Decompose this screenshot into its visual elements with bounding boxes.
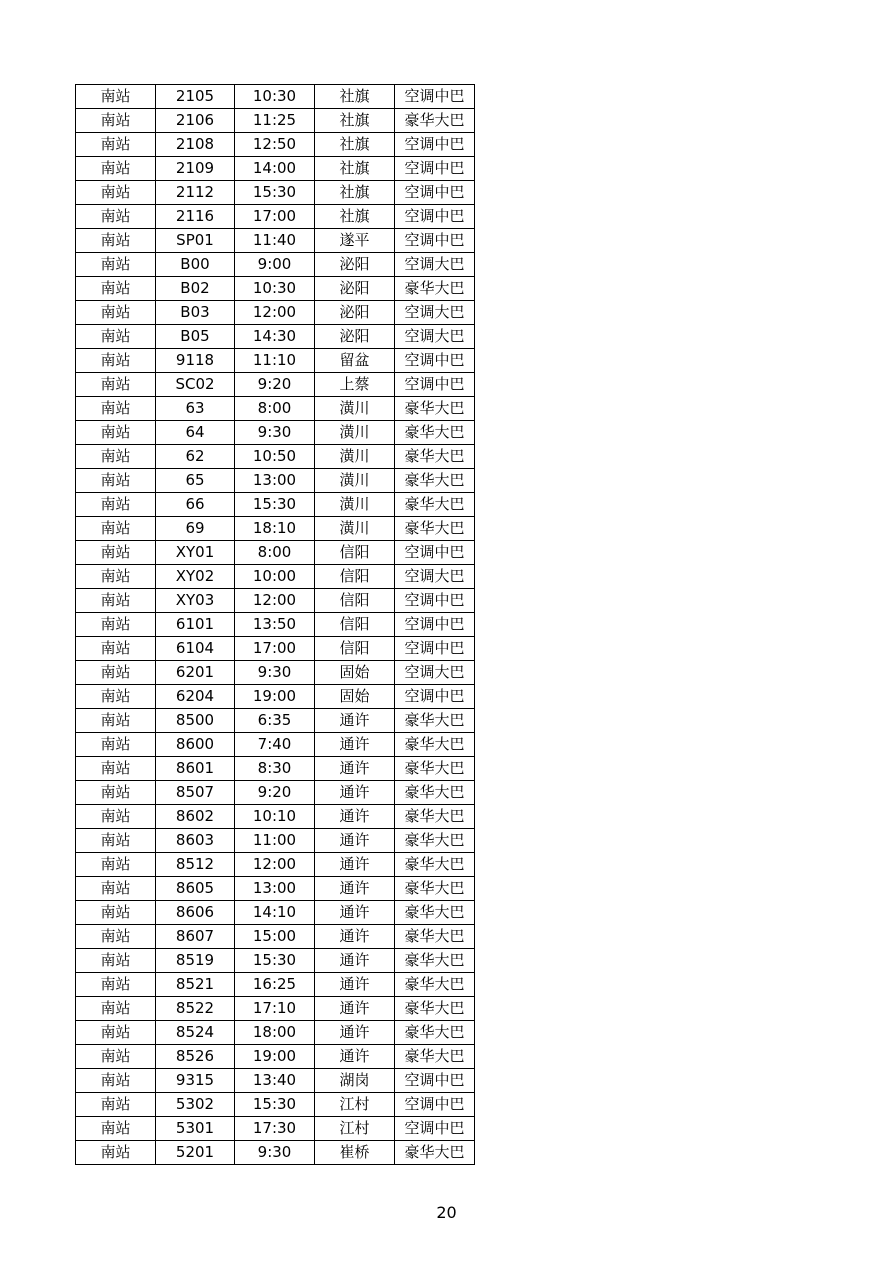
route-number-cell: 8601 bbox=[156, 757, 235, 781]
route-number-cell: 8507 bbox=[156, 781, 235, 805]
destination-cell: 湖岗 bbox=[315, 1069, 395, 1093]
table-row bbox=[76, 853, 475, 877]
route-number-cell: XY03 bbox=[156, 589, 235, 613]
departure-time-cell: 12:00 bbox=[235, 853, 315, 877]
table-row bbox=[76, 253, 475, 277]
departure-time-cell: 9:20 bbox=[235, 373, 315, 397]
bus-type-cell: 空调大巴 bbox=[395, 301, 475, 325]
bus-type-cell: 空调中巴 bbox=[395, 181, 475, 205]
destination-cell: 潢川 bbox=[315, 445, 395, 469]
departure-time-cell: 9:20 bbox=[235, 781, 315, 805]
station-cell: 南站 bbox=[76, 1045, 156, 1069]
destination-cell: 泌阳 bbox=[315, 301, 395, 325]
station-cell: 南站 bbox=[76, 613, 156, 637]
bus-type-cell: 豪华大巴 bbox=[395, 877, 475, 901]
table-row bbox=[76, 277, 475, 301]
departure-time-cell: 11:00 bbox=[235, 829, 315, 853]
bus-type-cell: 豪华大巴 bbox=[395, 757, 475, 781]
route-number-cell: 9315 bbox=[156, 1069, 235, 1093]
station-cell: 南站 bbox=[76, 205, 156, 229]
bus-type-cell: 豪华大巴 bbox=[395, 517, 475, 541]
destination-cell: 遂平 bbox=[315, 229, 395, 253]
bus-type-cell: 豪华大巴 bbox=[395, 805, 475, 829]
table-row bbox=[76, 565, 475, 589]
station-cell: 南站 bbox=[76, 565, 156, 589]
bus-type-cell: 空调中巴 bbox=[395, 373, 475, 397]
departure-time-cell: 17:00 bbox=[235, 637, 315, 661]
station-cell: 南站 bbox=[76, 685, 156, 709]
route-number-cell: 5302 bbox=[156, 1093, 235, 1117]
route-number-cell: 8526 bbox=[156, 1045, 235, 1069]
schedule-body bbox=[76, 85, 475, 1165]
route-number-cell: 8600 bbox=[156, 733, 235, 757]
bus-type-cell: 豪华大巴 bbox=[395, 397, 475, 421]
page-number: 20 bbox=[436, 1203, 457, 1222]
departure-time-cell: 10:00 bbox=[235, 565, 315, 589]
route-number-cell: SP01 bbox=[156, 229, 235, 253]
destination-cell: 潢川 bbox=[315, 517, 395, 541]
destination-cell: 通许 bbox=[315, 853, 395, 877]
departure-time-cell: 15:30 bbox=[235, 181, 315, 205]
route-number-cell: 2109 bbox=[156, 157, 235, 181]
departure-time-cell: 10:10 bbox=[235, 805, 315, 829]
departure-time-cell: 8:00 bbox=[235, 541, 315, 565]
bus-type-cell: 空调中巴 bbox=[395, 229, 475, 253]
station-cell: 南站 bbox=[76, 661, 156, 685]
route-number-cell: 69 bbox=[156, 517, 235, 541]
bus-type-cell: 空调中巴 bbox=[395, 541, 475, 565]
bus-type-cell: 豪华大巴 bbox=[395, 1045, 475, 1069]
table-row bbox=[76, 1021, 475, 1045]
route-number-cell: 6201 bbox=[156, 661, 235, 685]
table-row bbox=[76, 325, 475, 349]
bus-type-cell: 豪华大巴 bbox=[395, 445, 475, 469]
table-row bbox=[76, 733, 475, 757]
departure-time-cell: 16:25 bbox=[235, 973, 315, 997]
bus-type-cell: 空调中巴 bbox=[395, 1117, 475, 1141]
table-row bbox=[76, 685, 475, 709]
route-number-cell: 66 bbox=[156, 493, 235, 517]
bus-type-cell: 豪华大巴 bbox=[395, 733, 475, 757]
route-number-cell: 2116 bbox=[156, 205, 235, 229]
station-cell: 南站 bbox=[76, 421, 156, 445]
table-row bbox=[76, 949, 475, 973]
table-row bbox=[76, 997, 475, 1021]
route-number-cell: XY02 bbox=[156, 565, 235, 589]
departure-time-cell: 15:30 bbox=[235, 1093, 315, 1117]
table-row bbox=[76, 1069, 475, 1093]
table-row bbox=[76, 85, 475, 109]
route-number-cell: 8605 bbox=[156, 877, 235, 901]
destination-cell: 泌阳 bbox=[315, 253, 395, 277]
bus-type-cell: 空调中巴 bbox=[395, 205, 475, 229]
route-number-cell: 8602 bbox=[156, 805, 235, 829]
destination-cell: 潢川 bbox=[315, 421, 395, 445]
departure-time-cell: 9:30 bbox=[235, 421, 315, 445]
departure-time-cell: 13:40 bbox=[235, 1069, 315, 1093]
route-number-cell: B05 bbox=[156, 325, 235, 349]
destination-cell: 通许 bbox=[315, 901, 395, 925]
table-row bbox=[76, 373, 475, 397]
bus-type-cell: 豪华大巴 bbox=[395, 853, 475, 877]
station-cell: 南站 bbox=[76, 85, 156, 109]
bus-type-cell: 豪华大巴 bbox=[395, 997, 475, 1021]
destination-cell: 社旗 bbox=[315, 157, 395, 181]
station-cell: 南站 bbox=[76, 181, 156, 205]
departure-time-cell: 9:30 bbox=[235, 1141, 315, 1165]
route-number-cell: 6101 bbox=[156, 613, 235, 637]
departure-time-cell: 14:00 bbox=[235, 157, 315, 181]
departure-time-cell: 13:00 bbox=[235, 877, 315, 901]
bus-type-cell: 空调中巴 bbox=[395, 157, 475, 181]
table-row bbox=[76, 877, 475, 901]
destination-cell: 通许 bbox=[315, 1021, 395, 1045]
destination-cell: 通许 bbox=[315, 829, 395, 853]
departure-time-cell: 12:00 bbox=[235, 589, 315, 613]
station-cell: 南站 bbox=[76, 541, 156, 565]
destination-cell: 通许 bbox=[315, 805, 395, 829]
departure-time-cell: 13:50 bbox=[235, 613, 315, 637]
route-number-cell: 8603 bbox=[156, 829, 235, 853]
departure-time-cell: 11:40 bbox=[235, 229, 315, 253]
route-number-cell: 62 bbox=[156, 445, 235, 469]
station-cell: 南站 bbox=[76, 469, 156, 493]
station-cell: 南站 bbox=[76, 589, 156, 613]
bus-type-cell: 豪华大巴 bbox=[395, 949, 475, 973]
station-cell: 南站 bbox=[76, 133, 156, 157]
destination-cell: 信阳 bbox=[315, 613, 395, 637]
bus-type-cell: 豪华大巴 bbox=[395, 829, 475, 853]
table-row bbox=[76, 757, 475, 781]
bus-type-cell: 豪华大巴 bbox=[395, 973, 475, 997]
table-row bbox=[76, 517, 475, 541]
bus-type-cell: 豪华大巴 bbox=[395, 781, 475, 805]
station-cell: 南站 bbox=[76, 637, 156, 661]
table-row bbox=[76, 205, 475, 229]
bus-type-cell: 豪华大巴 bbox=[395, 469, 475, 493]
departure-time-cell: 15:00 bbox=[235, 925, 315, 949]
station-cell: 南站 bbox=[76, 349, 156, 373]
destination-cell: 社旗 bbox=[315, 205, 395, 229]
station-cell: 南站 bbox=[76, 517, 156, 541]
bus-type-cell: 空调大巴 bbox=[395, 661, 475, 685]
bus-type-cell: 空调中巴 bbox=[395, 1069, 475, 1093]
table-row bbox=[76, 493, 475, 517]
route-number-cell: 8522 bbox=[156, 997, 235, 1021]
station-cell: 南站 bbox=[76, 709, 156, 733]
station-cell: 南站 bbox=[76, 1093, 156, 1117]
destination-cell: 通许 bbox=[315, 877, 395, 901]
table-row bbox=[76, 157, 475, 181]
station-cell: 南站 bbox=[76, 925, 156, 949]
departure-time-cell: 10:30 bbox=[235, 277, 315, 301]
destination-cell: 留盆 bbox=[315, 349, 395, 373]
station-cell: 南站 bbox=[76, 1069, 156, 1093]
route-number-cell: B02 bbox=[156, 277, 235, 301]
route-number-cell: B00 bbox=[156, 253, 235, 277]
station-cell: 南站 bbox=[76, 373, 156, 397]
table-row bbox=[76, 1117, 475, 1141]
departure-time-cell: 10:30 bbox=[235, 85, 315, 109]
station-cell: 南站 bbox=[76, 973, 156, 997]
table-row bbox=[76, 805, 475, 829]
departure-time-cell: 13:00 bbox=[235, 469, 315, 493]
station-cell: 南站 bbox=[76, 757, 156, 781]
bus-type-cell: 豪华大巴 bbox=[395, 925, 475, 949]
station-cell: 南站 bbox=[76, 1141, 156, 1165]
route-number-cell: 6204 bbox=[156, 685, 235, 709]
destination-cell: 固始 bbox=[315, 685, 395, 709]
station-cell: 南站 bbox=[76, 253, 156, 277]
departure-time-cell: 15:30 bbox=[235, 493, 315, 517]
bus-type-cell: 空调大巴 bbox=[395, 565, 475, 589]
destination-cell: 社旗 bbox=[315, 133, 395, 157]
route-number-cell: 65 bbox=[156, 469, 235, 493]
table-row bbox=[76, 1093, 475, 1117]
route-number-cell: 5201 bbox=[156, 1141, 235, 1165]
destination-cell: 上蔡 bbox=[315, 373, 395, 397]
station-cell: 南站 bbox=[76, 1021, 156, 1045]
table-row bbox=[76, 661, 475, 685]
table-row bbox=[76, 397, 475, 421]
station-cell: 南站 bbox=[76, 853, 156, 877]
destination-cell: 信阳 bbox=[315, 589, 395, 613]
route-number-cell: 8524 bbox=[156, 1021, 235, 1045]
route-number-cell: 5301 bbox=[156, 1117, 235, 1141]
table-row bbox=[76, 349, 475, 373]
table-row bbox=[76, 133, 475, 157]
bus-type-cell: 空调中巴 bbox=[395, 589, 475, 613]
table-row bbox=[76, 1141, 475, 1165]
destination-cell: 江村 bbox=[315, 1117, 395, 1141]
route-number-cell: 9118 bbox=[156, 349, 235, 373]
bus-type-cell: 空调中巴 bbox=[395, 349, 475, 373]
route-number-cell: SC02 bbox=[156, 373, 235, 397]
departure-time-cell: 19:00 bbox=[235, 685, 315, 709]
schedule-table bbox=[75, 84, 475, 1165]
departure-time-cell: 9:30 bbox=[235, 661, 315, 685]
destination-cell: 崔桥 bbox=[315, 1141, 395, 1165]
table-row bbox=[76, 229, 475, 253]
destination-cell: 泌阳 bbox=[315, 277, 395, 301]
bus-type-cell: 豪华大巴 bbox=[395, 493, 475, 517]
station-cell: 南站 bbox=[76, 997, 156, 1021]
bus-type-cell: 空调大巴 bbox=[395, 325, 475, 349]
route-number-cell: 63 bbox=[156, 397, 235, 421]
station-cell: 南站 bbox=[76, 1117, 156, 1141]
table-row bbox=[76, 445, 475, 469]
bus-type-cell: 豪华大巴 bbox=[395, 421, 475, 445]
station-cell: 南站 bbox=[76, 325, 156, 349]
route-number-cell: 2112 bbox=[156, 181, 235, 205]
departure-time-cell: 11:10 bbox=[235, 349, 315, 373]
destination-cell: 通许 bbox=[315, 709, 395, 733]
route-number-cell: 8606 bbox=[156, 901, 235, 925]
table-row bbox=[76, 829, 475, 853]
route-number-cell: 2108 bbox=[156, 133, 235, 157]
destination-cell: 潢川 bbox=[315, 469, 395, 493]
departure-time-cell: 19:00 bbox=[235, 1045, 315, 1069]
bus-type-cell: 空调中巴 bbox=[395, 133, 475, 157]
table-row bbox=[76, 973, 475, 997]
route-number-cell: 8519 bbox=[156, 949, 235, 973]
route-number-cell: 8512 bbox=[156, 853, 235, 877]
destination-cell: 固始 bbox=[315, 661, 395, 685]
station-cell: 南站 bbox=[76, 445, 156, 469]
station-cell: 南站 bbox=[76, 733, 156, 757]
station-cell: 南站 bbox=[76, 301, 156, 325]
table-row bbox=[76, 637, 475, 661]
station-cell: 南站 bbox=[76, 829, 156, 853]
destination-cell: 江村 bbox=[315, 1093, 395, 1117]
table-row bbox=[76, 301, 475, 325]
destination-cell: 泌阳 bbox=[315, 325, 395, 349]
departure-time-cell: 12:50 bbox=[235, 133, 315, 157]
station-cell: 南站 bbox=[76, 109, 156, 133]
destination-cell: 社旗 bbox=[315, 181, 395, 205]
station-cell: 南站 bbox=[76, 229, 156, 253]
table-row bbox=[76, 541, 475, 565]
bus-type-cell: 空调中巴 bbox=[395, 1093, 475, 1117]
destination-cell: 潢川 bbox=[315, 493, 395, 517]
departure-time-cell: 17:30 bbox=[235, 1117, 315, 1141]
table-row bbox=[76, 469, 475, 493]
table-row bbox=[76, 181, 475, 205]
departure-time-cell: 6:35 bbox=[235, 709, 315, 733]
departure-time-cell: 15:30 bbox=[235, 949, 315, 973]
bus-type-cell: 豪华大巴 bbox=[395, 1141, 475, 1165]
table-row bbox=[76, 1045, 475, 1069]
bus-type-cell: 豪华大巴 bbox=[395, 901, 475, 925]
destination-cell: 社旗 bbox=[315, 109, 395, 133]
destination-cell: 通许 bbox=[315, 949, 395, 973]
station-cell: 南站 bbox=[76, 157, 156, 181]
station-cell: 南站 bbox=[76, 805, 156, 829]
bus-type-cell: 空调中巴 bbox=[395, 613, 475, 637]
route-number-cell: XY01 bbox=[156, 541, 235, 565]
departure-time-cell: 17:10 bbox=[235, 997, 315, 1021]
destination-cell: 通许 bbox=[315, 757, 395, 781]
table-row bbox=[76, 901, 475, 925]
bus-type-cell: 豪华大巴 bbox=[395, 109, 475, 133]
departure-time-cell: 18:10 bbox=[235, 517, 315, 541]
station-cell: 南站 bbox=[76, 781, 156, 805]
departure-time-cell: 10:50 bbox=[235, 445, 315, 469]
departure-time-cell: 17:00 bbox=[235, 205, 315, 229]
station-cell: 南站 bbox=[76, 901, 156, 925]
destination-cell: 信阳 bbox=[315, 541, 395, 565]
table-row bbox=[76, 781, 475, 805]
departure-time-cell: 14:10 bbox=[235, 901, 315, 925]
route-number-cell: 8500 bbox=[156, 709, 235, 733]
destination-cell: 潢川 bbox=[315, 397, 395, 421]
destination-cell: 通许 bbox=[315, 925, 395, 949]
table-row bbox=[76, 421, 475, 445]
station-cell: 南站 bbox=[76, 949, 156, 973]
route-number-cell: 2105 bbox=[156, 85, 235, 109]
route-number-cell: B03 bbox=[156, 301, 235, 325]
bus-type-cell: 豪华大巴 bbox=[395, 709, 475, 733]
departure-time-cell: 9:00 bbox=[235, 253, 315, 277]
departure-time-cell: 8:30 bbox=[235, 757, 315, 781]
route-number-cell: 6104 bbox=[156, 637, 235, 661]
table-row bbox=[76, 925, 475, 949]
destination-cell: 信阳 bbox=[315, 637, 395, 661]
table-row bbox=[76, 589, 475, 613]
bus-type-cell: 豪华大巴 bbox=[395, 1021, 475, 1045]
station-cell: 南站 bbox=[76, 277, 156, 301]
destination-cell: 通许 bbox=[315, 1045, 395, 1069]
departure-time-cell: 8:00 bbox=[235, 397, 315, 421]
bus-type-cell: 空调中巴 bbox=[395, 85, 475, 109]
bus-type-cell: 空调中巴 bbox=[395, 685, 475, 709]
departure-time-cell: 18:00 bbox=[235, 1021, 315, 1045]
bus-type-cell: 豪华大巴 bbox=[395, 277, 475, 301]
destination-cell: 通许 bbox=[315, 733, 395, 757]
route-number-cell: 64 bbox=[156, 421, 235, 445]
bus-type-cell: 空调大巴 bbox=[395, 253, 475, 277]
table-row bbox=[76, 109, 475, 133]
station-cell: 南站 bbox=[76, 493, 156, 517]
table-row bbox=[76, 613, 475, 637]
route-number-cell: 2106 bbox=[156, 109, 235, 133]
destination-cell: 通许 bbox=[315, 997, 395, 1021]
departure-time-cell: 14:30 bbox=[235, 325, 315, 349]
route-number-cell: 8607 bbox=[156, 925, 235, 949]
route-number-cell: 8521 bbox=[156, 973, 235, 997]
station-cell: 南站 bbox=[76, 877, 156, 901]
bus-type-cell: 空调中巴 bbox=[395, 637, 475, 661]
table-row bbox=[76, 709, 475, 733]
departure-time-cell: 11:25 bbox=[235, 109, 315, 133]
destination-cell: 信阳 bbox=[315, 565, 395, 589]
destination-cell: 通许 bbox=[315, 781, 395, 805]
departure-time-cell: 12:00 bbox=[235, 301, 315, 325]
destination-cell: 通许 bbox=[315, 973, 395, 997]
station-cell: 南站 bbox=[76, 397, 156, 421]
departure-time-cell: 7:40 bbox=[235, 733, 315, 757]
destination-cell: 社旗 bbox=[315, 85, 395, 109]
